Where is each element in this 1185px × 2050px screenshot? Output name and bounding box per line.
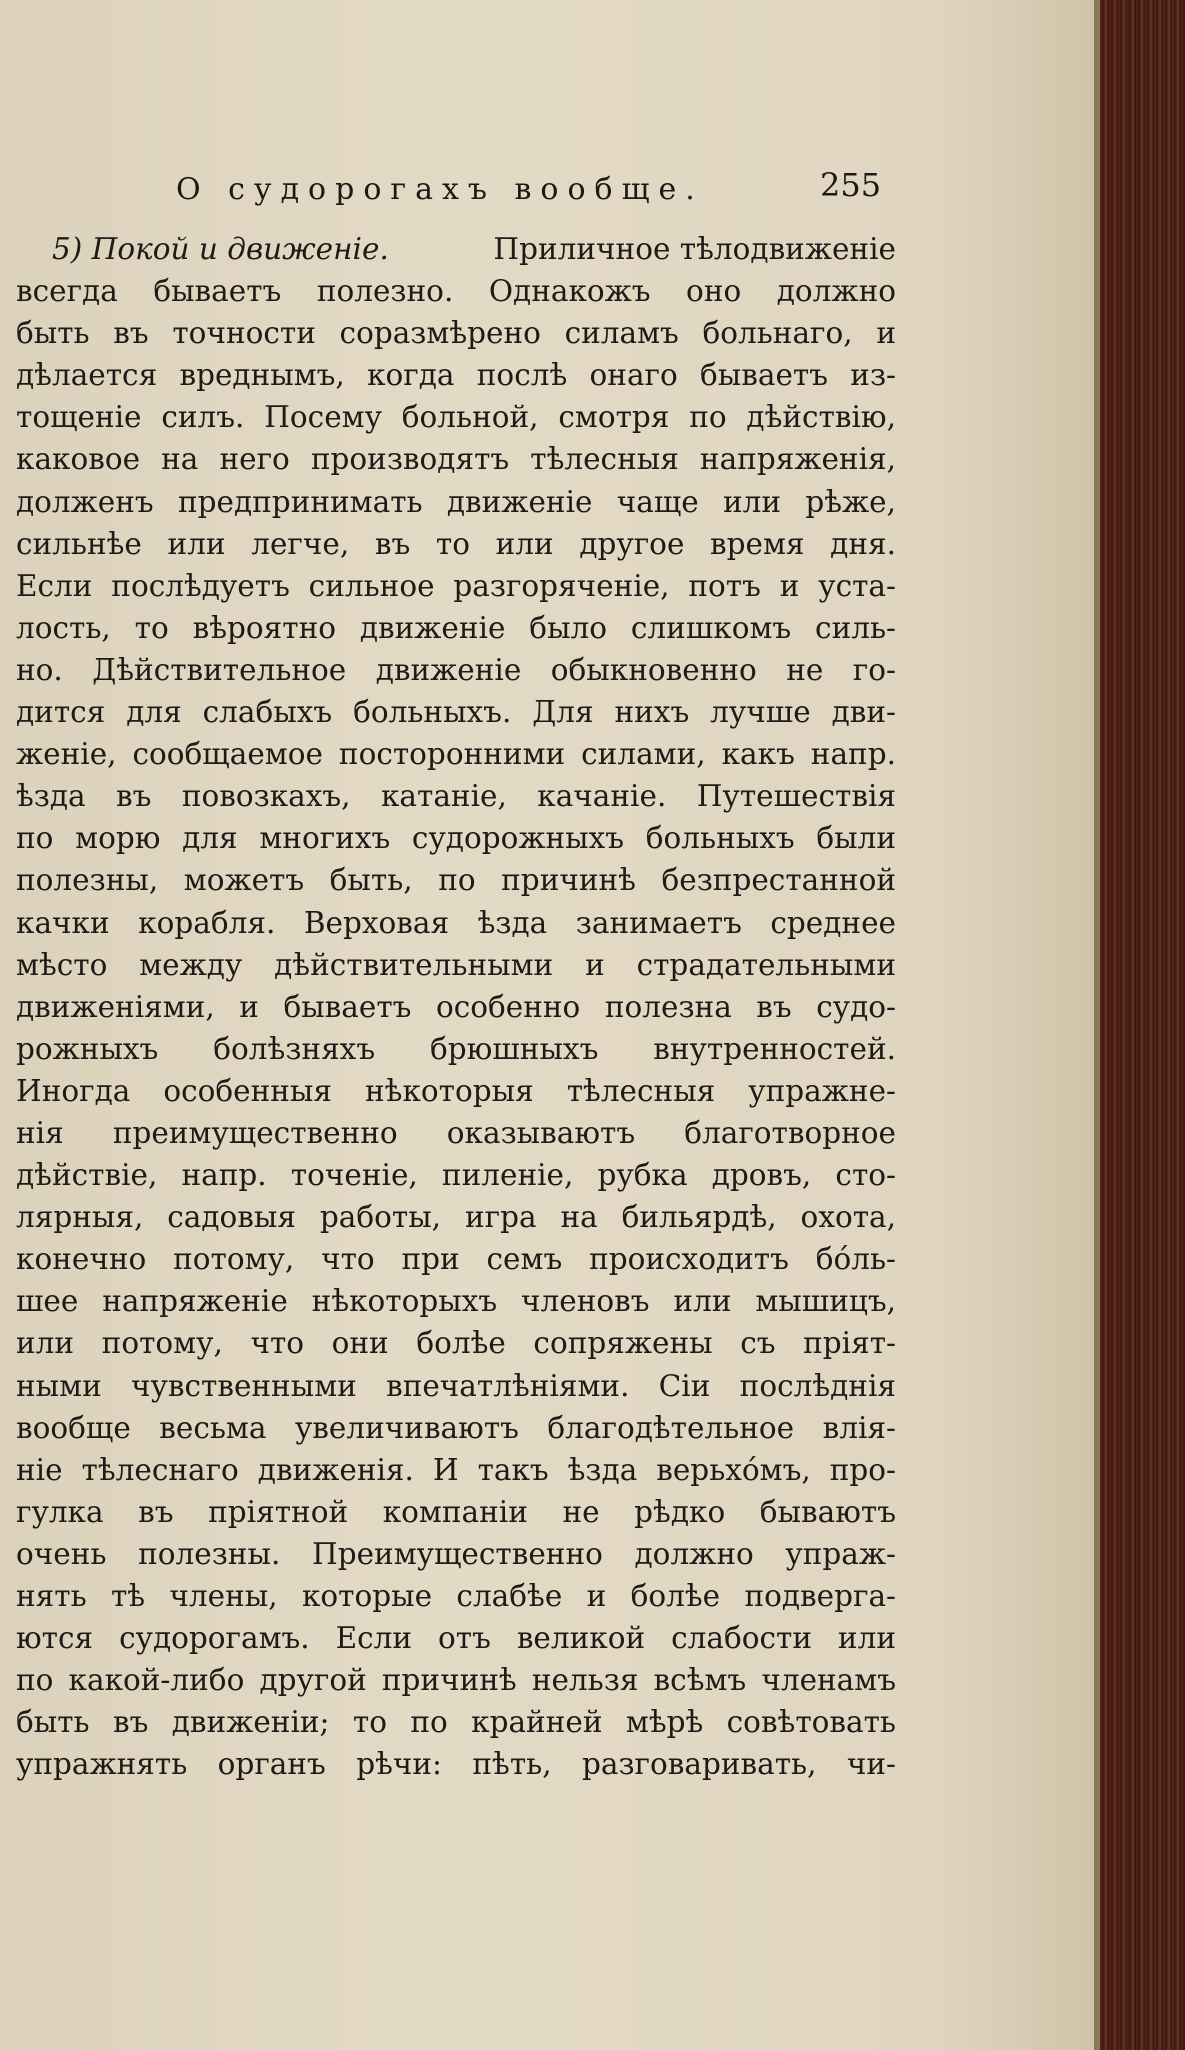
text-line: конечно потому, что при семъ происходитъ бόль- — [16, 1242, 896, 1277]
text-line: дится для слабыхъ больныхъ. Для нихъ лучше дви- — [16, 695, 896, 730]
text-line: вообще весьма увеличиваютъ благодѣтельное влія- — [16, 1410, 896, 1445]
text-line: очень полезны. Преимущественно должно упраж- — [16, 1536, 896, 1571]
text-line: гулка въ пріятной компаніи не рѣдко бываютъ — [16, 1494, 896, 1529]
text-line: но. Дѣйствительное движеніе обыкновенно не го- — [16, 652, 896, 687]
text-line: нять тѣ члены, которые слабѣе и болѣе подверга- — [16, 1579, 896, 1613]
book-edge — [1100, 0, 1185, 2050]
text-line: нія преимущественно оказываютъ благотворное — [16, 1115, 896, 1150]
text-line: дѣйствіе, напр. точеніе, пиленіе, рубка дровъ, сто- — [16, 1158, 896, 1193]
text-line — [16, 228, 896, 270]
text-line: сильнѣе или легче, въ то или другое время дня. — [16, 526, 896, 561]
text-line: по какой-либо другой причинѣ нельзя всѣмъ членамъ — [16, 1663, 896, 1698]
text-line: лярныя, садовыя работы, игра на бильярдѣ, охота, — [16, 1200, 896, 1235]
text-line: быть въ движеніи; то по крайней мѣрѣ совѣтовать — [16, 1705, 896, 1740]
text-line: по морю для многихъ судорожныхъ больныхъ были — [16, 821, 896, 856]
text-line: ются судорогамъ. Если отъ великой слабости или — [16, 1621, 896, 1656]
text-line: тощеніе силъ. Посему больной, смотря по дѣйствію, — [16, 400, 896, 435]
text-line: женіе, сообщаемое посторонними силами, какъ напр. — [16, 737, 896, 772]
text-line: упражнять органъ рѣчи: пѣть, разговаривать, чи- — [16, 1747, 896, 1782]
text-line: долженъ предпринимать движеніе чаще или рѣже, — [16, 484, 896, 519]
running-title: О судорогахъ вообще. — [176, 172, 704, 207]
page-header — [0, 162, 1100, 222]
text-line: быть въ точности соразмѣрено силамъ больнаго, и — [16, 316, 896, 351]
text-line: ными чувственными впечатлѣніями. Сіи послѣднія — [16, 1368, 896, 1403]
section-intro: 5) Покой и движеніе. — [52, 232, 389, 266]
text-line: или потому, что они болѣе сопряжены съ пріят- — [16, 1326, 896, 1361]
text-line: каковое на него производятъ тѣлесныя напряженія, — [16, 442, 896, 477]
text-line: полезны, можетъ быть, по причинѣ безпрестанной — [16, 863, 896, 898]
text-line: мѣсто между дѣйствительными и страдательными — [16, 947, 896, 982]
text-line: лость, то вѣроятно движеніе было слишкомъ силь- — [16, 610, 896, 645]
text-line: шее напряженіе нѣкоторыхъ членовъ или мышицъ, — [16, 1284, 896, 1319]
text-line: качки корабля. Верховая ѣзда занимаетъ среднее — [16, 905, 896, 940]
text-line: ѣзда въ повозкахъ, катаніе, качаніе. Путешествія — [16, 779, 896, 814]
body-text — [16, 228, 896, 1785]
text-line: движеніями, и бываетъ особенно полезна въ судо- — [16, 989, 896, 1024]
text-line: Иногда особенныя нѣкоторыя тѣлесныя упражне- — [16, 1073, 896, 1108]
first-line-rest: Приличное тѣлодвиженіе — [493, 232, 896, 266]
text-line: ніе тѣлеснаго движенія. И такъ ѣзда верьхόмъ, про- — [16, 1452, 896, 1487]
text-line: рожныхъ болѣзняхъ брюшныхъ внутренностей. — [16, 1031, 896, 1066]
text-line: дѣлается вреднымъ, когда послѣ онаго бываетъ из- — [16, 358, 896, 393]
text-line: всегда бываетъ полезно. Однакожъ оно должно — [16, 274, 896, 309]
page-number: 255 — [820, 166, 882, 204]
text-line: Если послѣдуетъ сильное разгоряченіе, потъ и уста- — [16, 568, 896, 603]
